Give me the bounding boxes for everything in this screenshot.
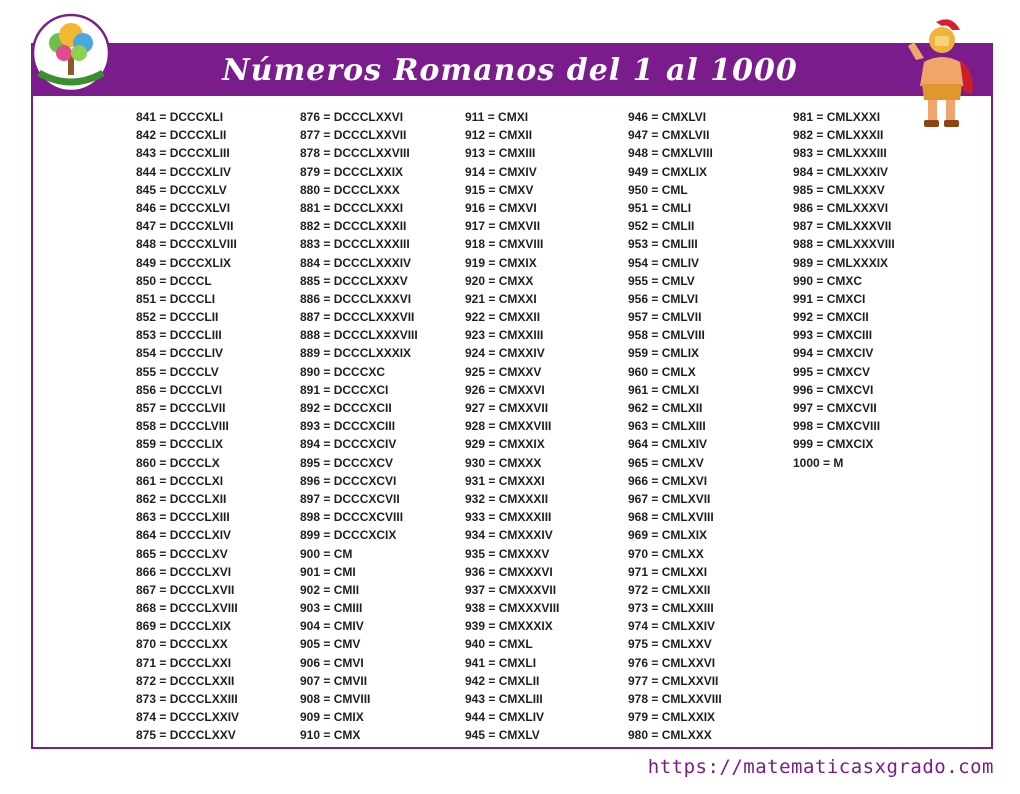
numeral-entry: 994 = CMXCIV [793,346,874,361]
numeral-entry: 904 = CMIV [300,619,364,634]
numeral-entry: 1000 = M [793,455,844,470]
numeral-entry: 966 = CMLXVI [628,473,708,488]
numeral-entry: 991 = CMXCI [793,291,866,306]
numerals-column-4 [628,108,722,745]
numeral-entry: 943 = CMXLIII [465,692,543,706]
numeral-entry: 995 = CMXCV [793,364,871,379]
numeral-entry: 889 = DCCCLXXXIX [300,346,412,361]
numeral-entry: 878 = DCCCLXXVIII [300,146,410,161]
numeral-entry: 882 = DCCCLXXXII [300,219,407,234]
numeral-entry: 986 = CMLXXXVI [793,200,889,215]
numeral-entry: 925 = CMXXV [465,364,542,379]
numeral-entry: 978 = CMLXXVIII [628,692,722,706]
numeral-entry: 970 = CMLXX [628,546,704,561]
numeral-entry: 964 = CMLXIV [628,437,708,452]
numeral-entry: 912 = CMXII [465,128,533,143]
numeral-entry: 998 = CMXCVIII [793,419,881,434]
numeral-entry: 975 = CMLXXV [628,637,712,652]
numeral-entry: 867 = DCCCLXVII [136,582,235,597]
numeral-entry: 919 = CMXIX [465,255,537,270]
numeral-entry: 993 = CMXCIII [793,328,873,343]
numeral-entry: 907 = CMVII [300,673,368,688]
website-url[interactable]: https://matematicasxgrado.com [647,756,994,778]
numeral-entry: 908 = CMVIII [300,692,371,706]
numeral-entry: 922 = CMXXII [465,310,541,325]
numeral-entry: 915 = CMXV [465,182,534,197]
numeral-entry: 936 = CMXXXVI [465,564,553,579]
numeral-entry: 967 = CMLXVII [628,491,711,506]
numeral-entry: 983 = CMLXXXIII [793,146,887,161]
numeral-entry: 861 = DCCCLXI [136,473,224,488]
numeral-entry: 973 = CMLXXIII [628,601,714,616]
numeral-entry: 881 = DCCCLXXXI [300,200,404,215]
numeral-entry: 958 = CMLVIII [628,328,705,343]
numeral-entry: 957 = CMLVII [628,310,702,325]
numeral-entry: 945 = CMXLV [465,728,540,743]
numeral-entry: 927 = CMXXVII [465,401,549,415]
numerals-column-5 [793,108,895,472]
numerals-column-3 [465,108,559,745]
numeral-entry: 937 = CMXXXVII [465,582,557,597]
numeral-entry: 982 = CMLXXXII [793,128,884,143]
numeral-entry: 976 = CMLXXVI [628,655,716,670]
numeral-entry: 895 = DCCCXCV [300,455,394,470]
numeral-entry: 884 = DCCCLXXXIV [300,255,412,270]
numeral-entry: 997 = CMXCVII [793,401,877,415]
numeral-entry: 984 = CMLXXXIV [793,164,889,179]
numeral-entry: 851 = DCCCLI [136,291,216,306]
numeral-entry: 933 = CMXXXIII [465,510,552,525]
numeral-entry: 898 = DCCCXCVIII [300,510,404,525]
numeral-entry: 890 = DCCCXC [300,364,386,379]
numeral-entry: 914 = CMXIV [465,164,537,179]
numeral-entry: 845 = DCCCXLV [136,182,227,197]
numerals-column-1 [136,108,239,745]
numeral-entry: 971 = CMLXXI [628,564,708,579]
numeral-entry: 885 = DCCCLXXXV [300,273,408,288]
numeral-entry: 940 = CMXL [465,637,533,652]
numeral-entry: 959 = CMLIX [628,346,700,361]
numeral-entry: 985 = CMLXXXV [793,182,885,197]
numeral-entry: 990 = CMXC [793,273,863,288]
numeral-entry: 854 = DCCCLIV [136,346,224,361]
numeral-entry: 842 = DCCCXLII [136,128,227,143]
numeral-entry: 868 = DCCCLXVIII [136,601,238,616]
numeral-entry: 923 = CMXXIII [465,328,544,343]
numeral-entry: 949 = CMXLIX [628,164,708,179]
numeral-entry: 952 = CMLII [628,219,695,234]
numeral-entry: 953 = CMLIII [628,237,698,252]
numeral-entry: 961 = CMLXI [628,382,700,397]
numeral-entry: 887 = DCCCLXXXVII [300,310,415,325]
numeral-entry: 892 = DCCCXCII [300,401,392,415]
numeral-entry: 939 = CMXXXIX [465,619,553,634]
numeral-entry: 853 = DCCCLIII [136,328,222,343]
numeral-entry: 942 = CMXLII [465,673,540,688]
numerals-column-2 [300,108,418,745]
numeral-entry: 860 = DCCCLX [136,455,220,470]
numeral-entry: 944 = CMXLIV [465,710,545,725]
numeral-entry: 873 = DCCCLXXIII [136,692,238,706]
numeral-entry: 856 = DCCCLVI [136,382,223,397]
numeral-entry: 858 = DCCCLVIII [136,419,229,434]
numeral-entry: 875 = DCCCLXXV [136,728,236,743]
numeral-entry: 926 = CMXXVI [465,382,545,397]
numeral-entry: 951 = CMLI [628,200,692,215]
numeral-entry: 981 = CMLXXXI [793,110,881,124]
numeral-entry: 948 = CMXLVIII [628,146,713,161]
numeral-entry: 920 = CMXX [465,273,534,288]
numeral-entry: 902 = CMII [300,582,360,597]
numeral-entry: 909 = CMIX [300,710,364,725]
numeral-entry: 850 = DCCCL [136,273,212,288]
numeral-entry: 891 = DCCCXCI [300,382,389,397]
numeral-entry: 872 = DCCCLXXII [136,673,235,688]
numeral-entry: 899 = DCCCXCIX [300,528,397,543]
numeral-entry: 855 = DCCCLV [136,364,219,379]
numeral-entry: 848 = DCCCXLVIII [136,237,237,252]
numeral-entry: 880 = DCCCLXXX [300,182,400,197]
numeral-entry: 931 = CMXXXI [465,473,545,488]
numeral-entry: 871 = DCCCLXXI [136,655,232,670]
numeral-entry: 888 = DCCCLXXXVIII [300,328,418,343]
numeral-entry: 932 = CMXXXII [465,491,549,506]
numeral-entry: 866 = DCCCLXVI [136,564,232,579]
numeral-entry: 989 = CMLXXXIX [793,255,889,270]
numeral-entry: 843 = DCCCXLIII [136,146,230,161]
numeral-entry: 988 = CMLXXXVIII [793,237,895,252]
numeral-entry: 870 = DCCCLXX [136,637,228,652]
numeral-entry: 924 = CMXXIV [465,346,545,361]
numeral-entry: 897 = DCCCXCVII [300,491,400,506]
numeral-entry: 841 = DCCCXLI [136,110,224,124]
numeral-entry: 869 = DCCCLXIX [136,619,232,634]
numeral-entry: 960 = CMLX [628,364,696,379]
numeral-entry: 955 = CMLV [628,273,695,288]
numeral-entry: 896 = DCCCXCVI [300,473,397,488]
numeral-entry: 974 = CMLXXIV [628,619,716,634]
numeral-entry: 934 = CMXXXIV [465,528,553,543]
numeral-entry: 938 = CMXXXVIII [465,601,560,616]
numeral-entry: 876 = DCCCLXXVI [300,110,404,124]
numeral-entry: 911 = CMXI [465,110,529,124]
numeral-entry: 992 = CMXCII [793,310,869,325]
numeral-entry: 905 = CMV [300,637,361,652]
numeral-entry: 849 = DCCCXLIX [136,255,232,270]
numeral-entry: 846 = DCCCXLVI [136,200,231,215]
numeral-entry: 918 = CMXVIII [465,237,544,252]
numeral-entry: 864 = DCCCLXIV [136,528,232,543]
numeral-entry: 921 = CMXXI [465,291,537,306]
numeral-entry: 954 = CMLIV [628,255,700,270]
numeral-entry: 963 = CMLXIII [628,419,706,434]
numeral-entry: 965 = CMLXV [628,455,704,470]
numeral-entry: 874 = DCCCLXXIV [136,710,240,725]
numeral-entry: 930 = CMXXX [465,455,542,470]
numeral-entry: 969 = CMLXIX [628,528,708,543]
numeral-entry: 987 = CMLXXXVII [793,219,892,234]
numeral-entry: 956 = CMLVI [628,291,699,306]
site-logo [31,13,111,93]
spartan-mascot [902,16,978,134]
numeral-entry: 852 = DCCCLII [136,310,219,325]
numeral-entry: 877 = DCCCLXXVII [300,128,407,143]
numeral-entry: 941 = CMXLI [465,655,537,670]
numeral-entry: 928 = CMXXVIII [465,419,552,434]
numeral-entry: 929 = CMXXIX [465,437,545,452]
numeral-entry: 883 = DCCCLXXXIII [300,237,410,252]
numeral-entry: 859 = DCCCLIX [136,437,224,452]
numeral-entry: 979 = CMLXXIX [628,710,716,725]
numeral-entry: 917 = CMXVII [465,219,541,234]
numeral-entry: 863 = DCCCLXIII [136,510,230,525]
numeral-entry: 901 = CMI [300,564,356,579]
numeral-entry: 999 = CMXCIX [793,437,874,452]
numeral-entry: 900 = CM [300,546,353,561]
numeral-entry: 862 = DCCCLXII [136,491,227,506]
numeral-entry: 996 = CMXCVI [793,382,874,397]
numeral-entry: 910 = CMX [300,728,361,743]
numeral-entry: 886 = DCCCLXXXVI [300,291,412,306]
numeral-entry: 906 = CMVI [300,655,364,670]
numeral-entry: 962 = CMLXII [628,401,703,415]
numeral-entry: 935 = CMXXXV [465,546,550,561]
page-title: Números Romanos del 1 al 1000 [222,53,798,88]
numeral-entry: 950 = CML [628,182,688,197]
numeral-entry: 903 = CMIII [300,601,363,616]
numeral-entry: 916 = CMXVI [465,200,537,215]
numeral-entry: 947 = CMXLVII [628,128,710,143]
numeral-entry: 972 = CMLXXII [628,582,711,597]
numeral-entry: 894 = DCCCXCIV [300,437,397,452]
numeral-entry: 844 = DCCCXLIV [136,164,232,179]
numeral-entry: 968 = CMLXVIII [628,510,714,525]
numeral-entry: 946 = CMXLVI [628,110,707,124]
numeral-entry: 977 = CMLXXVII [628,673,719,688]
numeral-entry: 847 = DCCCXLVII [136,219,234,234]
numeral-entry: 857 = DCCCLVII [136,401,226,415]
numeral-entry: 893 = DCCCXCIII [300,419,396,434]
numeral-entry: 913 = CMXIII [465,146,536,161]
numeral-entry: 980 = CMLXXX [628,728,712,743]
numeral-entry: 865 = DCCCLXV [136,546,228,561]
numeral-entry: 879 = DCCCLXXIX [300,164,404,179]
